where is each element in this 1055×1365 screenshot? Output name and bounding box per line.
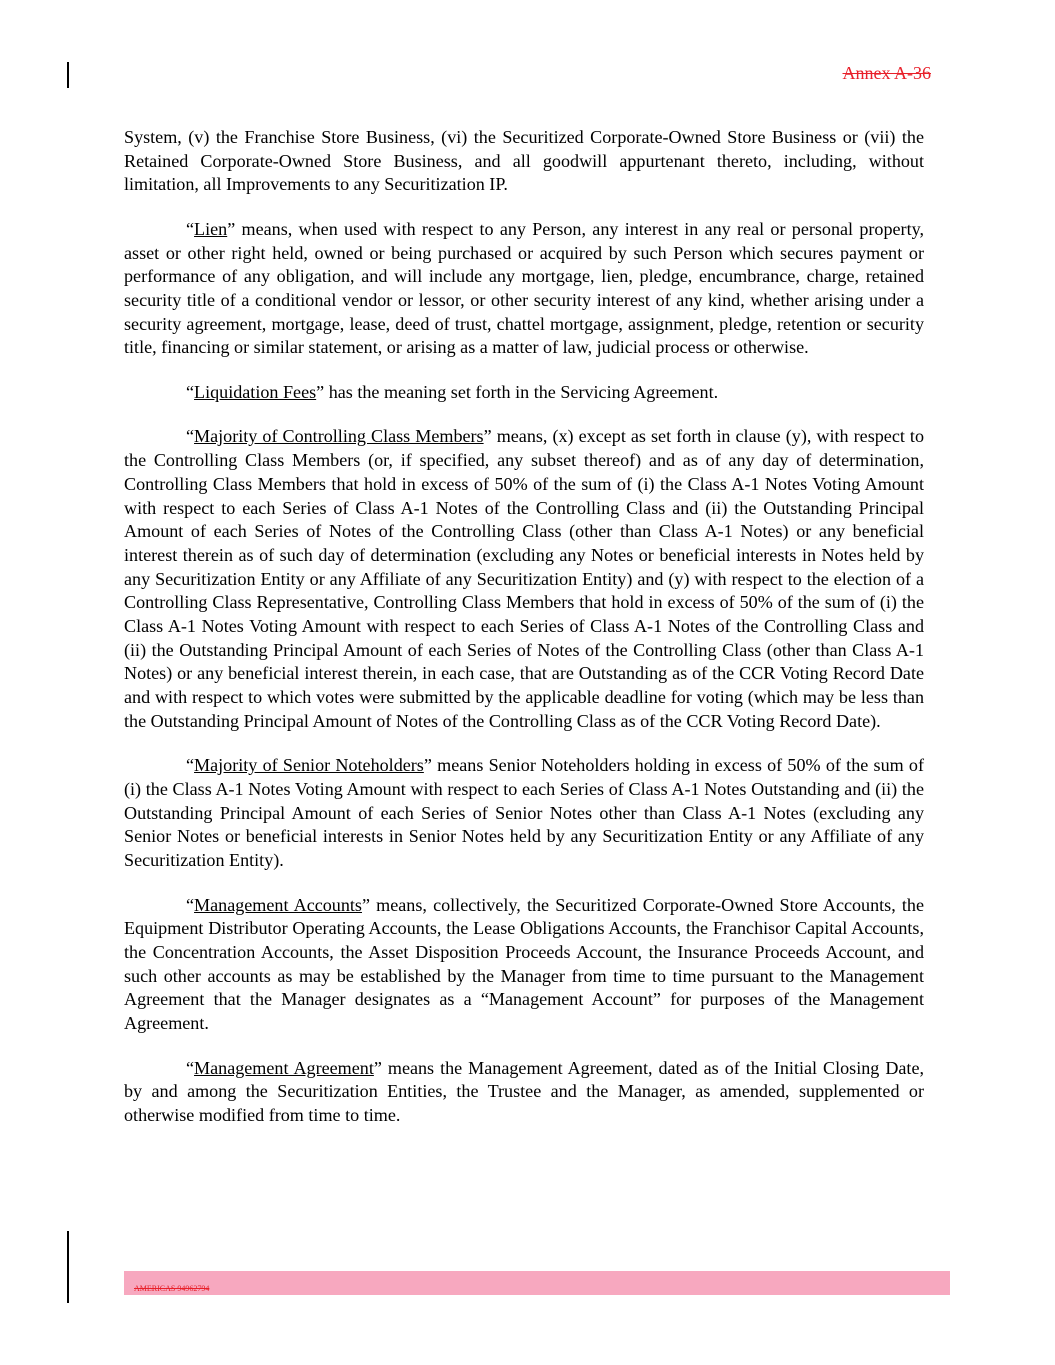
definition-text: ” has the meaning set forth in the Servicing Agreement. xyxy=(316,381,719,402)
definition-text: ” means Senior Noteholders holding in excess of 50% of the sum of (i) the Class A-1 Notes Voting Amount with respect to each Series of Class A-1 Notes Outstanding and (ii) the Outstanding Principal Amount of each Series of Senior Notes other than Class A-1 Notes (excluding any Senior Notes or beneficial interests in Senior Notes held by any Securitization Entity or any Affiliate of any Securitization Entity). xyxy=(124,755,925,871)
open-quote: “ xyxy=(186,894,195,915)
definition-text: ” means the Management Agreement, dated as of the Initial Closing Date, by and among the Securitization Entities, the Trustee and the Manager, as amended, supplemented or otherwise modified from time to time. xyxy=(124,1057,925,1126)
definition-management-agreement xyxy=(124,1057,924,1128)
footer-band xyxy=(124,1271,950,1295)
document-id: AMERICAS 94962794 xyxy=(134,1284,210,1293)
definition-management-accounts xyxy=(124,894,924,1036)
defined-term: Majority of Senior Noteholders xyxy=(194,755,424,776)
definition-majority-senior-noteholders xyxy=(124,754,924,873)
definition-majority-controlling-class xyxy=(124,425,924,733)
definition-lien xyxy=(124,218,924,360)
open-quote: “ xyxy=(186,1057,195,1078)
defined-term: Management Accounts xyxy=(194,894,362,915)
definition-liquidation-fees xyxy=(124,381,924,405)
change-bar-top xyxy=(67,62,69,88)
open-quote: “ xyxy=(186,426,195,447)
defined-term: Majority of Controlling Class Members xyxy=(194,426,484,447)
open-quote: “ xyxy=(186,755,195,776)
annex-page-label: Annex A-36 xyxy=(842,63,931,83)
definition-text: ” means, (x) except as set forth in clause (y), with respect to the Controlling Class Members (or, if specified, any subset thereof) and as of any day of determination, Controlling Class Members that hold in excess of 50% of the sum of (i) the Class A-1 Notes Voting Amount with respect to each Series of Class A-1 Notes of the Controlling Class and (ii) the Outstanding Principal Amount of each Series of Notes of the Controlling Class (other than Class A-1 Notes) or any beneficial interest therein as of such day of determination (excluding any Notes or beneficial interests in Notes held by any Securitization Entity or any Affiliate of any Securitization Entity) and (y) with respect to the election of a Controlling Class Representative, Controlling Class Members that hold in excess of 50% of the sum of (i) the Class A-1 Notes Voting Amount with respect to each Series of Class A-1 Notes of the Controlling Class and (ii) the Outstanding Principal Amount of each Series of Notes of the Controlling Class (other than Class A-1 Notes) or any beneficial interest therein, in each case, that are Outstanding as of the CCR Voting Record Date and with respect to which votes were submitted by the applicable deadline for voting (which may be less than the Outstanding Principal Amount of Notes of the Controlling Class as of the CCR Voting Record Date). xyxy=(124,426,925,731)
defined-term: Liquidation Fees xyxy=(194,381,317,402)
paragraph-continuation xyxy=(124,126,924,197)
definition-text: ” means, when used with respect to any Person, any interest in any real or personal property, asset or other right held, owned or being purchased or acquired by such Person which secures payment or performance of any obligation, and will include any mortgage, lien, pledge, encumbrance, charge, retained security title of a conditional vendor or lessor, or other security interest of any kind, whether arising under a security agreement, mortgage, lease, deed of trust, chattel mortgage, assignment, pledge, retention or security title, financing or similar statement, or arising as a matter of law, judicial process or otherwise. xyxy=(124,218,924,358)
document-body xyxy=(124,126,924,1149)
open-quote: “ xyxy=(186,381,195,402)
open-quote: “ xyxy=(186,218,195,239)
defined-term: Management Agreement xyxy=(194,1057,374,1078)
paragraph-text: System, (v) the Franchise Store Business, (vi) the Securitized Corporate-Owned Store Business or (vii) the Retained Corporate-Owned Store Business, and all goodwill appurtenant thereto, including, without limitation, all Improvements to any Securitization IP. xyxy=(124,127,924,195)
definition-text: ” means, collectively, the Securitized Corporate-Owned Store Accounts, the Equipment Distributor Operating Accounts, the Lease Obligations Accounts, the Franchisor Capital Accounts, the Concentration Accounts, the Asset Disposition Proceeds Account, the Insurance Proceeds Account, and such other accounts as may be established by the Manager from time to time pursuant to the Management Agreement that the Manager designates as a “Management Account” for purposes of the Management Agreement. xyxy=(124,894,924,1034)
change-bar-bottom xyxy=(67,1231,69,1303)
defined-term: Lien xyxy=(194,218,228,239)
